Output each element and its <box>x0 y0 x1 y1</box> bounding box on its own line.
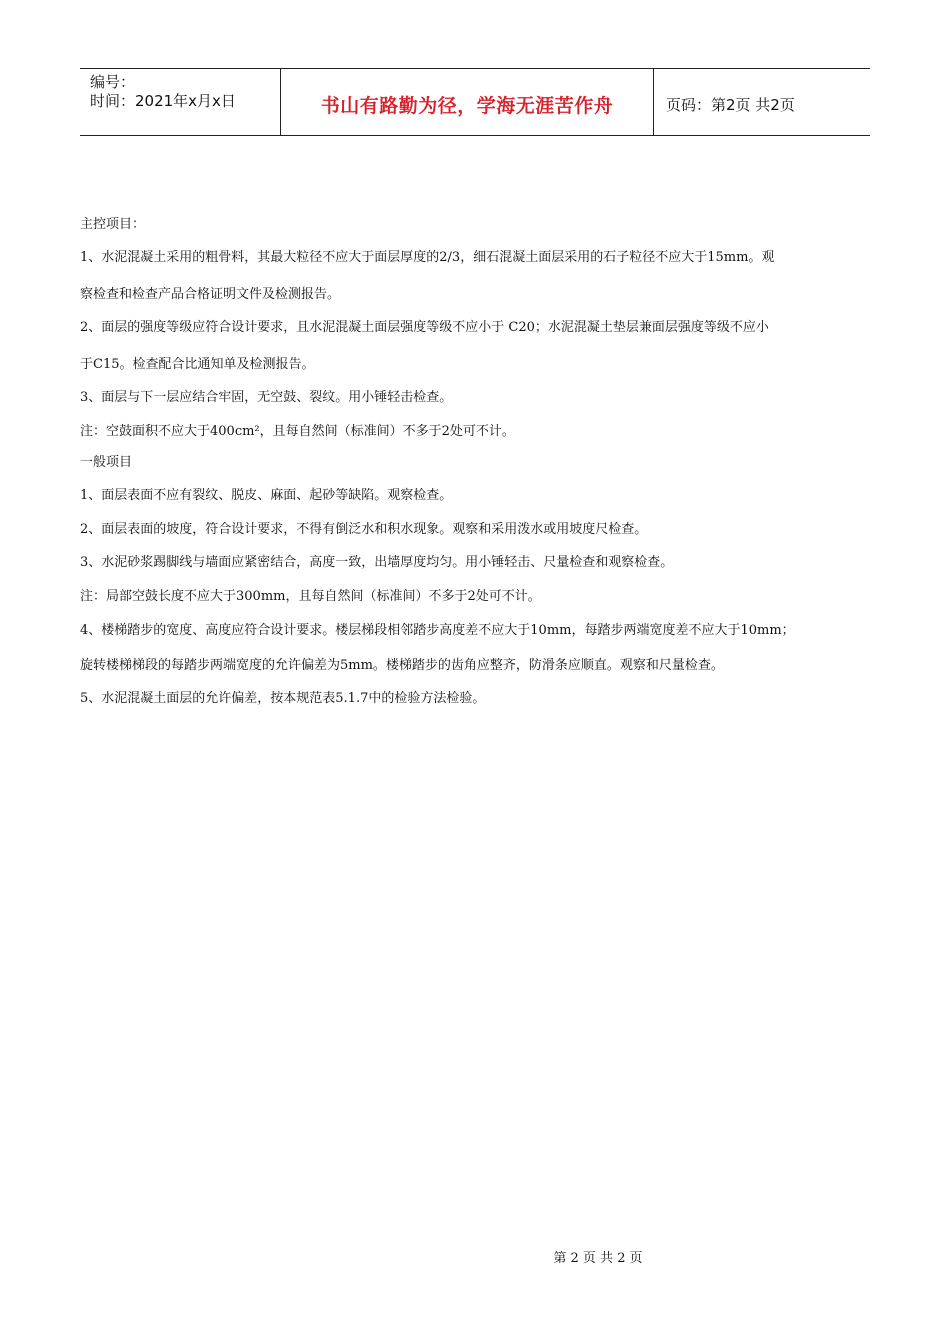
section-heading-general: 一般项目 <box>80 455 133 470</box>
body-line: 1、水泥混凝土采用的粗骨料，其最大粒径不应大于面层厚度的2/3，细石混凝土面层采用的石子粒径不应大于15mm。观 <box>80 250 775 265</box>
note-line: 注：空鼓面积不应大于400cm²，且每自然间（标准间）不多于2处可不计。 <box>80 424 515 439</box>
body-line: 旋转楼梯梯段的每踏步两端宽度的允许偏差为5mm。楼梯踏步的齿角应整齐，防滑条应顺直。观察和尺量检查。 <box>80 658 724 673</box>
date-label: 时间：2021年x月x日 <box>90 92 236 110</box>
body-line: 3、面层与下一层应结合牢固，无空鼓、裂纹。用小锤轻击检查。 <box>80 390 453 405</box>
section-heading-main: 主控项目： <box>80 217 146 232</box>
body-line: 于C15。检查配合比通知单及检测报告。 <box>80 357 315 372</box>
header-page-cell <box>654 69 870 135</box>
body-line: 2、面层的强度等级应符合设计要求，且水泥混凝土面层强度等级不应小于 C20；水泥混凝土垫层兼面层强度等级不应小 <box>80 320 769 335</box>
motto-text: 书山有路勤为径，学海无涯苦作舟 <box>320 94 614 117</box>
body-line: 4、楼梯踏步的宽度、高度应符合设计要求。楼层梯段相邻踏步高度差不应大于10mm，每踏步两端宽度差不应大于10mm； <box>80 623 795 638</box>
document-header <box>80 68 870 136</box>
body-line: 3、水泥砂浆踢脚线与墙面应紧密结合，高度一致，出墙厚度均匀。用小锤轻击、尺量检查和观察检查。 <box>80 555 674 570</box>
page-indicator: 页码：第2页 共2页 <box>666 95 795 114</box>
header-motto-cell <box>281 69 654 135</box>
body-line: 2、面层表面的坡度，符合设计要求，不得有倒泛水和积水现象。观察和采用泼水或用坡度尺检查。 <box>80 522 648 537</box>
header-meta-cell <box>80 69 281 135</box>
serial-number-label: 编号： <box>90 73 136 91</box>
footer-page-number: 第 2 页 共 2 页 <box>553 1251 643 1266</box>
body-line: 察检查和检查产品合格证明文件及检测报告。 <box>80 287 341 302</box>
body-line: 1、面层表面不应有裂纹、脱皮、麻面、起砂等缺陷。观察检查。 <box>80 488 453 503</box>
page-footer <box>0 1247 950 1266</box>
body-line: 5、水泥混凝土面层的允许偏差，按本规范表5.1.7中的检验方法检验。 <box>80 691 486 706</box>
note-line: 注：局部空鼓长度不应大于300mm，且每自然间（标准间）不多于2处可不计。 <box>80 589 541 604</box>
